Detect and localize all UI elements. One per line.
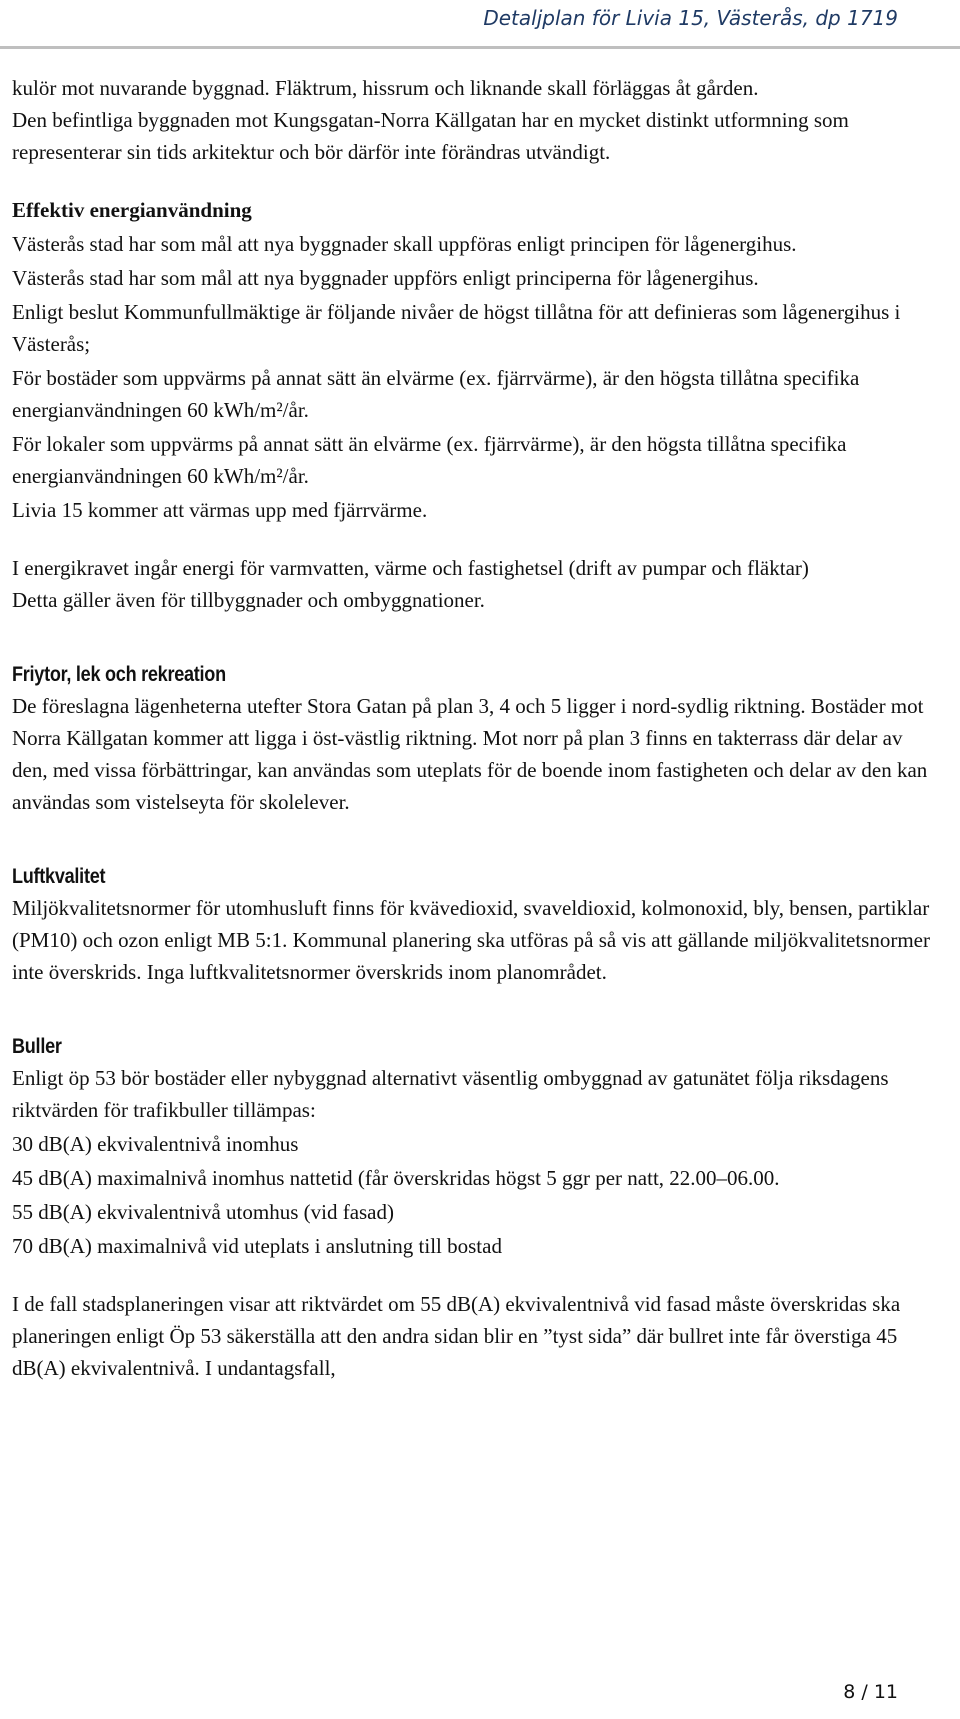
paragraph: För lokaler som uppvärms på annat sätt än elvärme (ex. fjärrvärme), är den högsta tillåtna specifika energianvändningen 60 kWh/m²/år. xyxy=(12,432,847,488)
section-heading-air-quality: Luftkvalitet xyxy=(12,865,106,888)
list-item: 30 dB(A) ekvivalentnivå inomhus xyxy=(12,1132,299,1156)
paragraph: Enligt beslut Kommunfullmäktige är följande nivåer de högst tillåtna för att definieras som lågenergihus i Västerås; xyxy=(12,300,901,356)
section-heading-recreation: Friytor, lek och rekreation xyxy=(12,663,226,686)
paragraph: Den befintliga byggnaden mot Kungsgatan-Norra Källgatan har en mycket distinkt utformning som representerar sin tids arkitektur och bör därför inte förändras utvändigt. xyxy=(12,108,849,164)
paragraph: För bostäder som uppvärms på annat sätt än elvärme (ex. fjärrvärme), är den högsta tillåtna specifika energianvändningen 60 kWh/m²/år. xyxy=(12,366,860,422)
paragraph: Detta gäller även för tillbyggnader och ombyggnationer. xyxy=(12,588,485,612)
paragraph: I energikravet ingår energi för varmvatten, värme och fastighetsel (drift av pumpar och fläktar) xyxy=(12,556,809,580)
list-item: 45 dB(A) maximalnivå inomhus nattetid (får överskridas högst 5 ggr per natt, 22.00–06.00. xyxy=(12,1166,780,1190)
list-item: 55 dB(A) ekvivalentnivå utomhus (vid fasad) xyxy=(12,1200,394,1224)
paragraph: Västerås stad har som mål att nya byggnader uppförs enligt principerna för lågenergihus. xyxy=(12,266,759,290)
document-body xyxy=(12,72,942,1384)
paragraph: Västerås stad har som mål att nya byggnader skall uppföras enligt principen för lågenergihus. xyxy=(12,232,797,256)
paragraph: De föreslagna lägenheterna utefter Stora Gatan på plan 3, 4 och 5 ligger i nord-sydlig riktning. Bostäder mot Norra Källgatan kommer att ligga i öst-västlig riktning. Mot norr på plan 3 finns en takterrass där delar av den, med vissa förbättringar, kan användas som uteplats för de boende inom fastigheten och delar av den kan användas som vistelseyta för skolelever. xyxy=(12,694,928,814)
section-heading-energy: Effektiv energianvändning xyxy=(12,198,252,222)
page-number: 8 / 11 xyxy=(843,1681,898,1703)
paragraph: I de fall stadsplaneringen visar att riktvärdet om 55 dB(A) ekvivalentnivå vid fasad måste överskridas ska planeringen enligt Öp 53 säkerställa att den andra sidan blir en ”tyst sida” där bullret inte får överstiga 45 dB(A) ekvivalentnivå. I undantagsfall, xyxy=(12,1292,901,1380)
list-item: 70 dB(A) maximalnivå vid uteplats i anslutning till bostad xyxy=(12,1234,502,1258)
section-heading-noise: Buller xyxy=(12,1035,62,1058)
paragraph: Livia 15 kommer att värmas upp med fjärrvärme. xyxy=(12,498,428,522)
paragraph: Miljökvalitetsnormer för utomhusluft finns för kvävedioxid, svaveldioxid, kolmonoxid, bly, bensen, partiklar (PM10) och ozon enligt MB 5:1. Kommunal planering ska utföras på så vis att gällande miljökvalitetsnormer inte överskrids. Inga luftkvalitetsnormer överskrids inom planområdet. xyxy=(12,896,930,984)
page-header: Detaljplan för Livia 15, Västerås, dp 1719 xyxy=(483,6,898,30)
header-divider xyxy=(0,46,960,49)
paragraph: Enligt öp 53 bör bostäder eller nybyggnad alternativt väsentlig ombyggnad av gatunätet följa riksdagens riktvärden för trafikbuller tillämpas: xyxy=(12,1066,889,1122)
paragraph: kulör mot nuvarande byggnad. Fläktrum, hissrum och liknande skall förläggas åt gården. xyxy=(12,76,759,100)
